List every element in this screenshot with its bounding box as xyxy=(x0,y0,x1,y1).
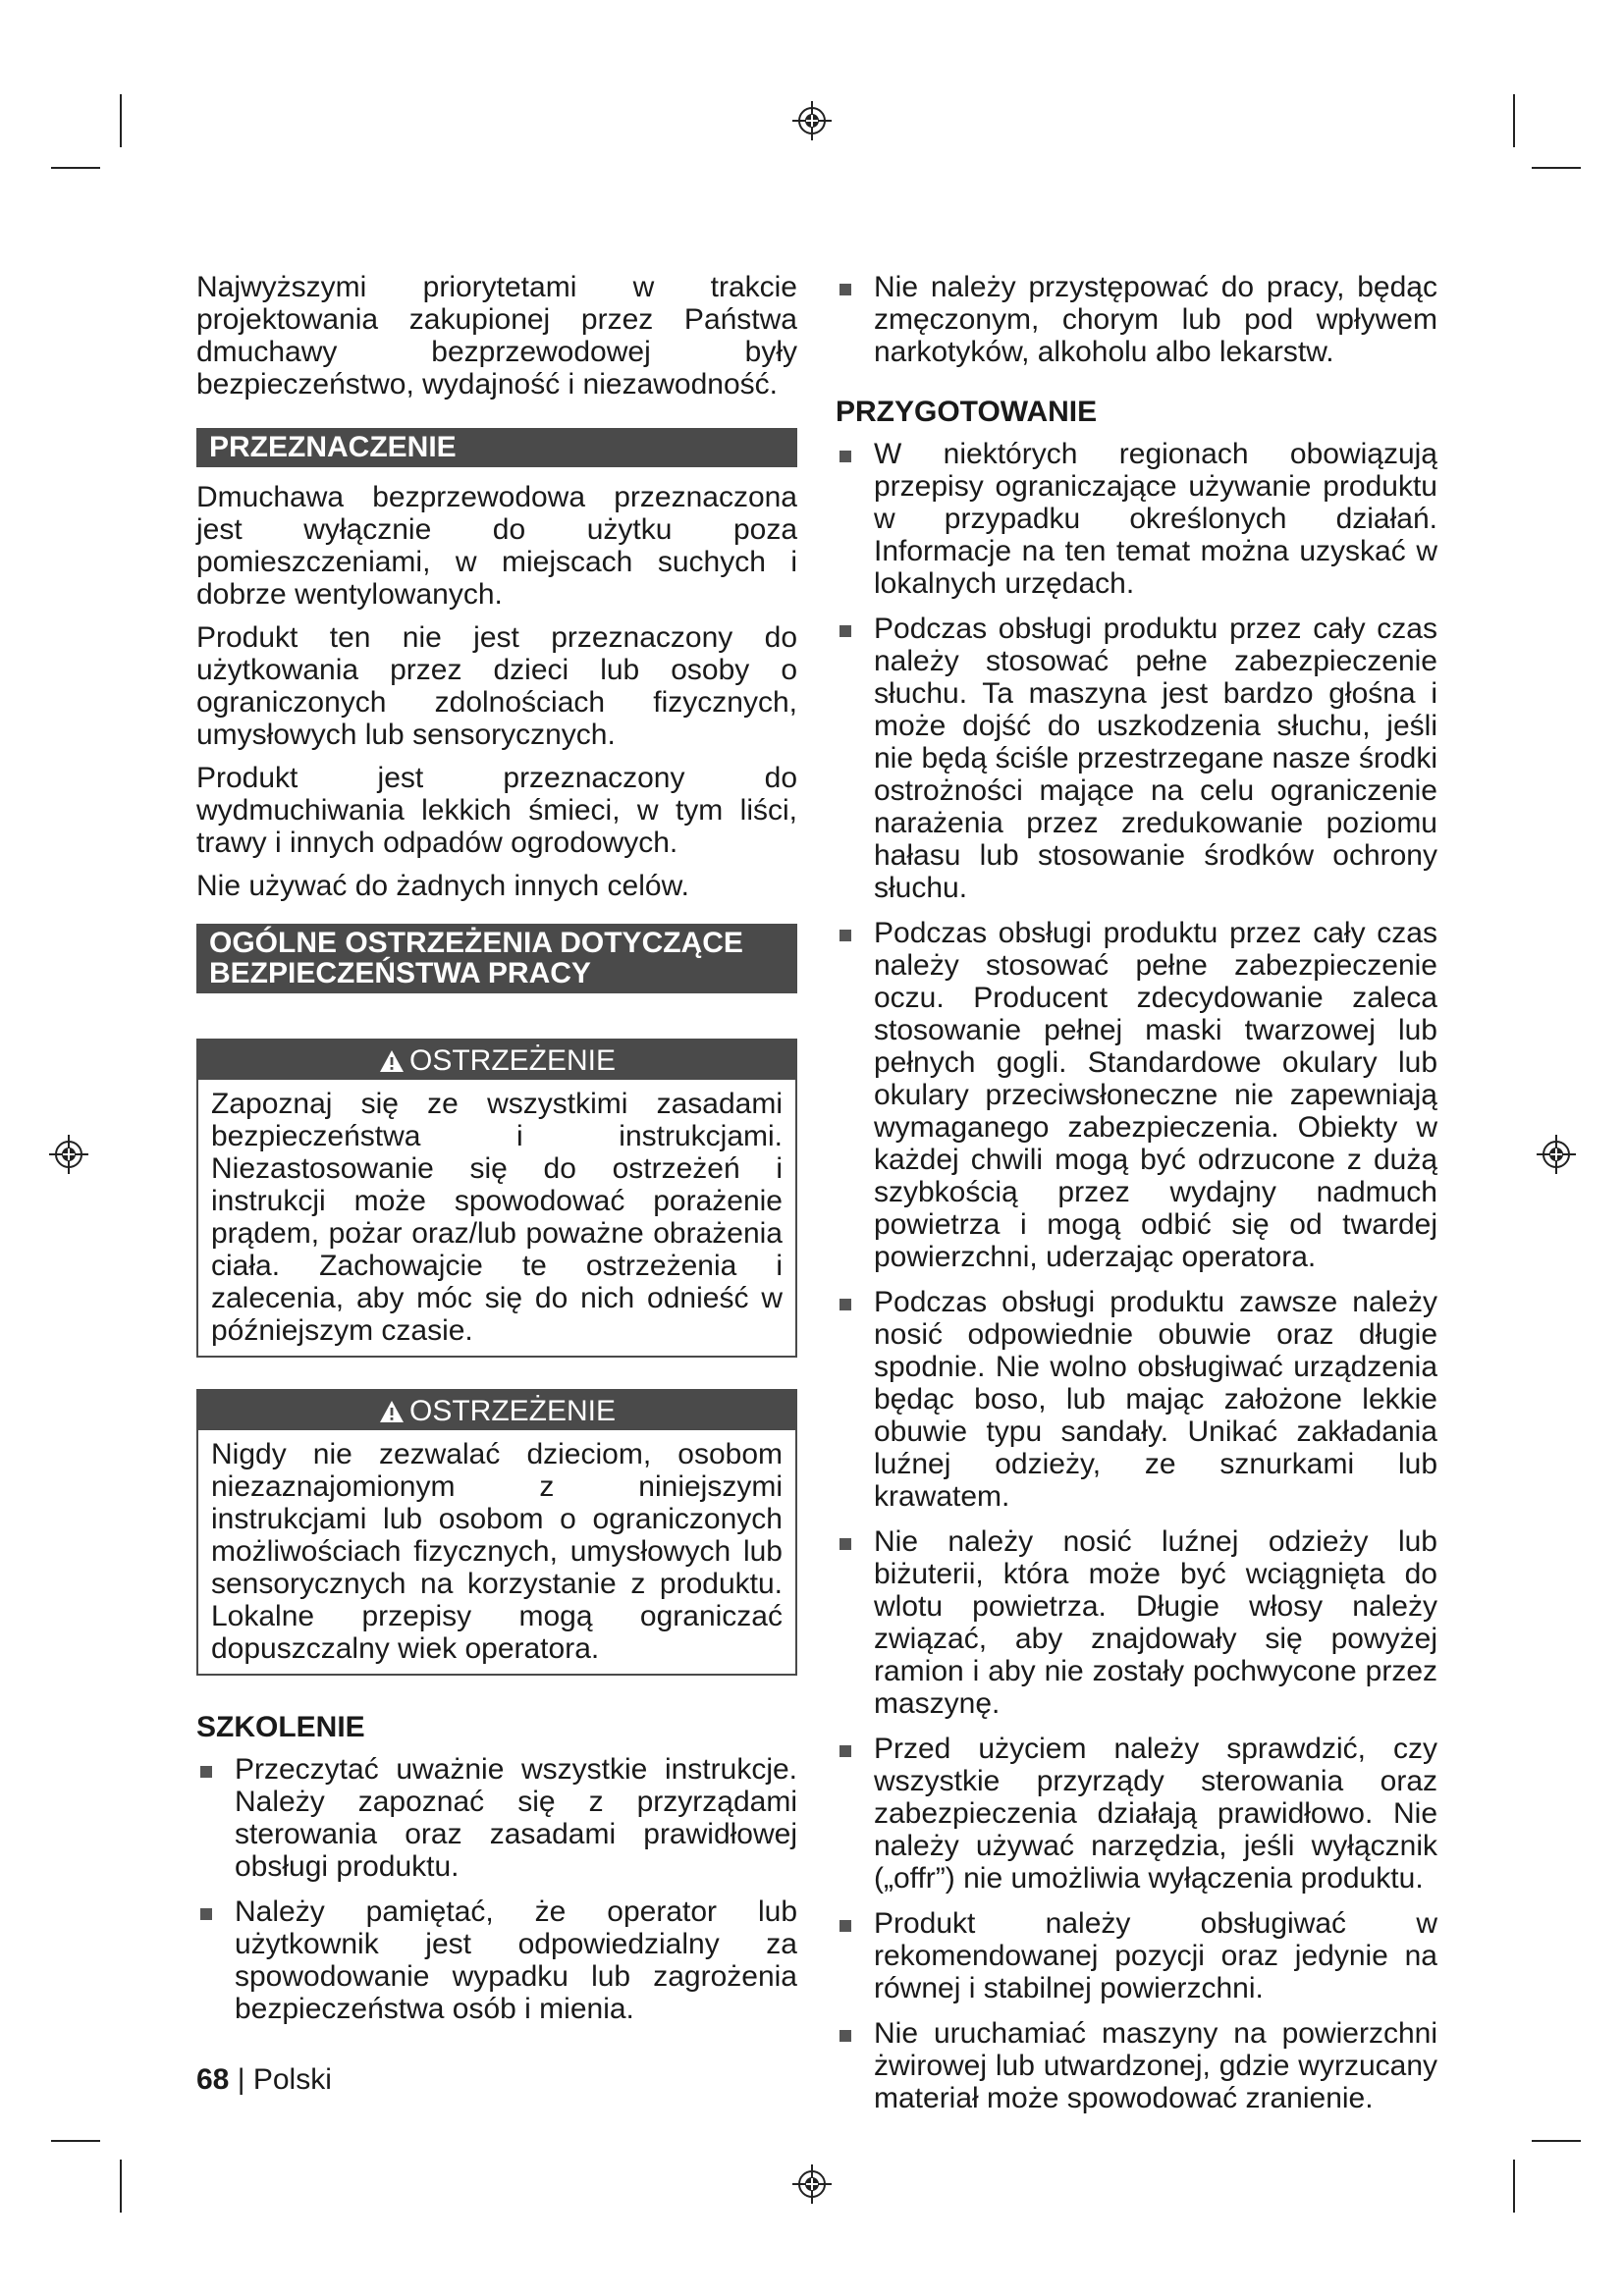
page-footer xyxy=(196,2063,332,2097)
bullet-square-icon xyxy=(839,451,851,462)
warning-triangle-icon xyxy=(378,1398,406,1425)
list-item xyxy=(836,438,1437,600)
footer-language: Polski xyxy=(252,2063,332,2096)
continued-list xyxy=(836,271,1437,368)
registration-mark-icon xyxy=(790,99,834,142)
paragraph: Dmuchawa bezprzewodowa przeznaczona jest wyłącznie do użytku poza pomieszczeniami, w miejscach suchych i dobrze wentylowanych. xyxy=(196,481,797,611)
przygotowanie-list xyxy=(836,438,1437,2114)
warning-text: Zapoznaj się ze wszystkimi zasadami bezpieczeństwa i instrukcjami. Niezastosowanie się do ostrzeżeń i instrukcji może spowodować porażenie prądem, pożar oraz/lub poważne obrażenia ciała. Zachowajcie te ostrzeżenia i zalecenia, aby móc się do nich odnieść w późniejszym czasie. xyxy=(211,1088,783,1347)
list-item xyxy=(836,1525,1437,1720)
bullet-square-icon xyxy=(839,625,851,637)
crop-mark xyxy=(51,167,100,169)
paragraph: Produkt jest przeznaczony do wydmuchiwania lekkich śmieci, w tym liści, trawy i innych odpadów ogrodowych. xyxy=(196,762,797,859)
bullet-square-icon xyxy=(839,1920,851,1932)
paragraph: Produkt ten nie jest przeznaczony do użytkowania przez dzieci lub osoby o ograniczonych zdolnościach fizycznych, umysłowych lub sensorycznych. xyxy=(196,621,797,751)
crop-mark xyxy=(120,2160,122,2213)
szkolenie-list xyxy=(196,1753,797,2025)
registration-mark-icon xyxy=(47,1133,90,1176)
list-item-text: Produkt należy obsługiwać w rekomendowanej pozycji oraz jedynie na równej i stabilnej powierzchni. xyxy=(874,1907,1437,2004)
crop-mark xyxy=(1513,2160,1515,2213)
paragraph: Nie używać do żadnych innych celów. xyxy=(196,870,689,902)
bullet-square-icon xyxy=(839,1299,851,1310)
crop-mark xyxy=(1513,94,1515,147)
bullet-square-icon xyxy=(839,1745,851,1757)
warning-text: Nigdy nie zezwalać dzieciom, osobom niezaznajomionym z niniejszymi instrukcjami lub osobom o ograniczonych możliwościach fizycznych, umysłowych lub sensorycznych na korzystanie z produktu. Lokalne przepisy mogą ograniczać dopuszczalny wiek operatora. xyxy=(211,1438,783,1665)
list-item-text: Przeczytać uważnie wszystkie instrukcje. Należy zapoznać się z przyrządami sterowania oraz zasadami prawidłowej obsługi produktu. xyxy=(235,1753,797,1883)
crop-mark xyxy=(120,94,122,147)
warning-box xyxy=(196,1039,797,1358)
section-heading-ogolne: OGÓLNE OSTRZEŻENIA DOTYCZĄCE BEZPIECZEŃSTWA PRACY xyxy=(196,924,797,993)
bullet-square-icon xyxy=(839,284,851,295)
subheading-szkolenie: SZKOLENIE xyxy=(196,1711,365,1743)
warning-header xyxy=(198,1391,795,1430)
registration-mark-icon xyxy=(1535,1133,1578,1176)
list-item xyxy=(836,1733,1437,1895)
list-item xyxy=(836,613,1437,904)
warning-box xyxy=(196,1389,797,1676)
list-item-text: Nie uruchamiać maszyny na powierzchni żwirowej lub utwardzonej, gdzie wyrzucany materiał może spowodować zranienie. xyxy=(874,2017,1437,2114)
footer-separator: | xyxy=(237,2063,245,2096)
list-item xyxy=(836,1907,1437,2004)
list-item-text: Nie należy przystępować do pracy, będąc zmęczonym, chorym lub pod wpływem narkotyków, alkoholu albo lekarstw. xyxy=(874,271,1437,368)
list-item-text: Należy pamiętać, że operator lub użytkownik jest odpowiedzialny za spowodowanie wypadku lub zagrożenia bezpieczeństwa osób i mienia. xyxy=(235,1896,797,2025)
bullet-square-icon xyxy=(200,1766,212,1778)
right-column xyxy=(836,271,1437,2127)
warning-title: OSTRZEŻENIE xyxy=(408,1044,616,1077)
bullet-square-icon xyxy=(200,1908,212,1920)
crop-mark xyxy=(1532,2140,1581,2142)
list-item-text: Podczas obsługi produktu zawsze należy nosić odpowiednie obuwie oraz długie spodnie. Nie wolno obsługiwać urządzenia będąc boso, lub mając założone lekkie obuwie typu sandały. Unikać zakładania luźnej odzieży, ze sznurkami lub krawatem. xyxy=(874,1286,1437,1513)
intro-paragraph: Najwyższymi priorytetami w trakcie projektowania zakupionej przez Państwa dmuchawy bezprzewodowej były bezpieczeństwo, wydajność i niezawodność. xyxy=(196,271,797,400)
bullet-square-icon xyxy=(839,2030,851,2042)
list-item xyxy=(196,1896,797,2025)
bullet-square-icon xyxy=(839,930,851,941)
subheading-przygotowanie: PRZYGOTOWANIE xyxy=(836,396,1098,428)
list-item-text: Podczas obsługi produktu przez cały czas należy stosować pełne zabezpieczenie oczu. Producent zdecydowanie zaleca stosowanie pełnej maski twarzowej lub pełnych gogli. Standardowe okulary lub okulary przeciwsłoneczne nie zapewniają wymaganego zabezpieczenia. Obiekty w każdej chwili mogą być odrzucone z dużą szybkością przez wydajny nadmuch powietrza i mogą odbić się od twardej powierzchni, uderzając operatora. xyxy=(874,917,1437,1273)
crop-mark xyxy=(51,2140,100,2142)
list-item xyxy=(196,1753,797,1883)
list-item xyxy=(836,2017,1437,2114)
page-number: 68 xyxy=(196,2063,230,2096)
list-item-text: Przed użyciem należy sprawdzić, czy wszystkie przyrządy sterowania oraz zabezpieczenia działają prawidłowo. Nie należy używać narzędzia, jeśli wyłącznik („offr”) nie umożliwia wyłączenia produktu. xyxy=(874,1733,1437,1895)
list-item xyxy=(836,271,1437,368)
left-column xyxy=(196,271,797,2038)
list-item xyxy=(836,1286,1437,1513)
list-item-text: Podczas obsługi produktu przez cały czas należy stosować pełne zabezpieczenie słuchu. Ta maszyna jest bardzo głośna i może dojść do uszkodzenia słuchu, jeśli nie będą ściśle przestrzegane nasze środki ostrożności mające na celu ograniczenie narażenia przez zredukowanie poziomu hałasu lub stosowanie środków ochrony słuchu. xyxy=(874,613,1437,904)
warning-header xyxy=(198,1041,795,1080)
list-item xyxy=(836,917,1437,1273)
warning-triangle-icon xyxy=(378,1047,406,1075)
registration-mark-icon xyxy=(790,2163,834,2206)
bullet-square-icon xyxy=(839,1538,851,1550)
list-item-text: Nie należy nosić luźnej odzieży lub biżuterii, która może być wciągnięta do wlotu powietrza. Długie włosy należy związać, aby znajdowały się powyżej ramion i aby nie zostały pochwycone przez maszynę. xyxy=(874,1525,1437,1720)
list-item-text: W niektórych regionach obowiązują przepisy ograniczające używanie produktu w przypadku określonych działań. Informacje na ten temat można uzyskać w lokalnych urzędach. xyxy=(874,438,1437,600)
warning-title: OSTRZEŻENIE xyxy=(408,1395,616,1427)
section-heading-przeznaczenie: PRZEZNACZENIE xyxy=(196,428,797,467)
crop-mark xyxy=(1532,167,1581,169)
